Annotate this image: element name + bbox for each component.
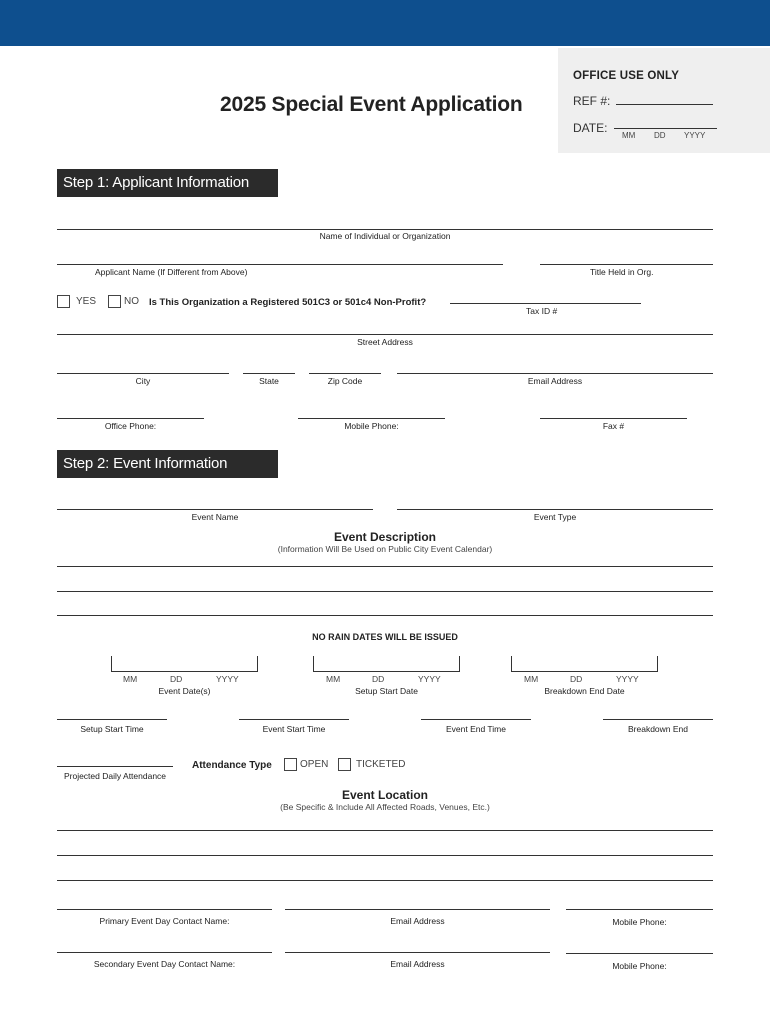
- event-end-time-field[interactable]: [421, 719, 531, 720]
- open-label: OPEN: [300, 759, 329, 770]
- breakdown-end-date-label: Breakdown End Date: [544, 686, 625, 696]
- yes-label: YES: [76, 296, 97, 307]
- mobile-phone-label: Mobile Phone:: [344, 421, 399, 431]
- open-checkbox[interactable]: [284, 758, 297, 771]
- breakdown-date-mm: MM: [524, 674, 539, 684]
- no-label: NO: [124, 296, 139, 307]
- state-label: State: [259, 376, 279, 386]
- projected-attendance-field[interactable]: [57, 766, 173, 767]
- ticketed-checkbox[interactable]: [338, 758, 351, 771]
- event-description-title: Event Description: [333, 530, 437, 544]
- event-dates-yyyy: YYYY: [216, 674, 239, 684]
- zip-label: Zip Code: [327, 376, 363, 386]
- primary-contact-label: Primary Event Day Contact Name:: [99, 916, 230, 926]
- secondary-contact-label: Secondary Event Day Contact Name:: [93, 959, 236, 969]
- applicant-name-label: Applicant Name (If Different from Above): [95, 267, 248, 277]
- breakdown-end-field[interactable]: [603, 719, 713, 720]
- step1-heading: Step 1: Applicant Information: [57, 169, 278, 197]
- city-label: City: [135, 376, 151, 386]
- event-type-label: Event Type: [533, 512, 577, 522]
- primary-contact-field[interactable]: [57, 909, 272, 910]
- office-date-field[interactable]: [614, 128, 717, 129]
- secondary-mobile-field[interactable]: [566, 953, 713, 954]
- ticketed-label: TICKETED: [356, 759, 406, 770]
- primary-email-label: Email Address: [390, 916, 445, 926]
- event-dates-mm: MM: [123, 674, 138, 684]
- event-description-line-3[interactable]: [57, 615, 713, 616]
- state-field[interactable]: [243, 373, 295, 374]
- attendance-type-label: Attendance Type: [192, 760, 272, 771]
- page-title: 2025 Special Event Application: [220, 93, 523, 116]
- street-address-label: Street Address: [357, 337, 413, 347]
- setup-start-date-field[interactable]: [313, 656, 460, 672]
- setup-start-date-label: Setup Start Date: [355, 686, 418, 696]
- event-location-line-3[interactable]: [57, 880, 713, 881]
- setup-date-mm: MM: [326, 674, 341, 684]
- event-type-field[interactable]: [397, 509, 713, 510]
- applicant-name-field[interactable]: [57, 264, 503, 265]
- office-phone-label: Office Phone:: [104, 421, 157, 431]
- tax-id-label: Tax ID #: [526, 306, 558, 316]
- primary-mobile-field[interactable]: [566, 909, 713, 910]
- step2-heading: Step 2: Event Information: [57, 450, 278, 478]
- no-rain-notice: NO RAIN DATES WILL BE ISSUED: [312, 632, 458, 642]
- office-mm-label: MM: [622, 131, 636, 140]
- no-checkbox[interactable]: [108, 295, 121, 308]
- event-dates-field[interactable]: [111, 656, 258, 672]
- setup-date-dd: DD: [372, 674, 385, 684]
- event-location-title: Event Location: [341, 788, 428, 802]
- event-start-time-field[interactable]: [239, 719, 349, 720]
- email-label: Email Address: [527, 376, 583, 386]
- fax-field[interactable]: [540, 418, 687, 419]
- office-dd-label: DD: [654, 131, 666, 140]
- ref-field[interactable]: [616, 104, 713, 105]
- office-phone-field[interactable]: [57, 418, 204, 419]
- nonprofit-question: Is This Organization a Registered 501C3 or 501c4 Non-Profit?: [149, 297, 427, 308]
- event-name-field[interactable]: [57, 509, 373, 510]
- title-held-field[interactable]: [540, 264, 713, 265]
- setup-start-time-label: Setup Start Time: [80, 724, 144, 734]
- mobile-phone-field[interactable]: [298, 418, 445, 419]
- event-location-line-1[interactable]: [57, 830, 713, 831]
- org-name-label: Name of Individual or Organization: [319, 231, 451, 241]
- event-description-line-1[interactable]: [57, 566, 713, 567]
- fax-label: Fax #: [602, 421, 625, 431]
- office-yyyy-label: YYYY: [684, 131, 706, 140]
- event-dates-label: Event Date(s): [158, 686, 211, 696]
- secondary-email-field[interactable]: [285, 952, 550, 953]
- yes-checkbox[interactable]: [57, 295, 70, 308]
- title-held-label: Title Held in Org.: [590, 267, 654, 277]
- event-location-line-2[interactable]: [57, 855, 713, 856]
- event-dates-dd: DD: [170, 674, 183, 684]
- event-location-subtitle: (Be Specific & Include All Affected Roads, Venues, Etc.): [280, 802, 490, 812]
- event-end-time-label: Event End Time: [445, 724, 506, 734]
- event-start-time-label: Event Start Time: [262, 724, 326, 734]
- zip-field[interactable]: [309, 373, 381, 374]
- breakdown-end-date-field[interactable]: [511, 656, 658, 672]
- secondary-contact-field[interactable]: [57, 952, 272, 953]
- setup-date-yyyy: YYYY: [418, 674, 441, 684]
- primary-email-field[interactable]: [285, 909, 550, 910]
- projected-attendance-label: Projected Daily Attendance: [63, 771, 167, 781]
- date-label: DATE:: [573, 121, 608, 135]
- secondary-email-label: Email Address: [390, 959, 445, 969]
- top-banner: [0, 0, 770, 46]
- city-field[interactable]: [57, 373, 229, 374]
- secondary-mobile-label: Mobile Phone:: [612, 961, 667, 971]
- office-use-title: OFFICE USE ONLY: [573, 70, 680, 82]
- tax-id-field[interactable]: [450, 303, 641, 304]
- primary-mobile-label: Mobile Phone:: [612, 917, 667, 927]
- breakdown-date-yyyy: YYYY: [616, 674, 639, 684]
- org-name-field[interactable]: [57, 229, 713, 230]
- email-field[interactable]: [397, 373, 713, 374]
- breakdown-date-dd: DD: [570, 674, 583, 684]
- event-description-line-2[interactable]: [57, 591, 713, 592]
- event-description-subtitle: (Information Will Be Used on Public City Event Calendar): [277, 544, 493, 554]
- ref-label: REF #:: [573, 94, 611, 108]
- breakdown-end-label: Breakdown End: [627, 724, 688, 734]
- setup-start-time-field[interactable]: [57, 719, 167, 720]
- event-name-label: Event Name: [191, 512, 239, 522]
- street-address-field[interactable]: [57, 334, 713, 335]
